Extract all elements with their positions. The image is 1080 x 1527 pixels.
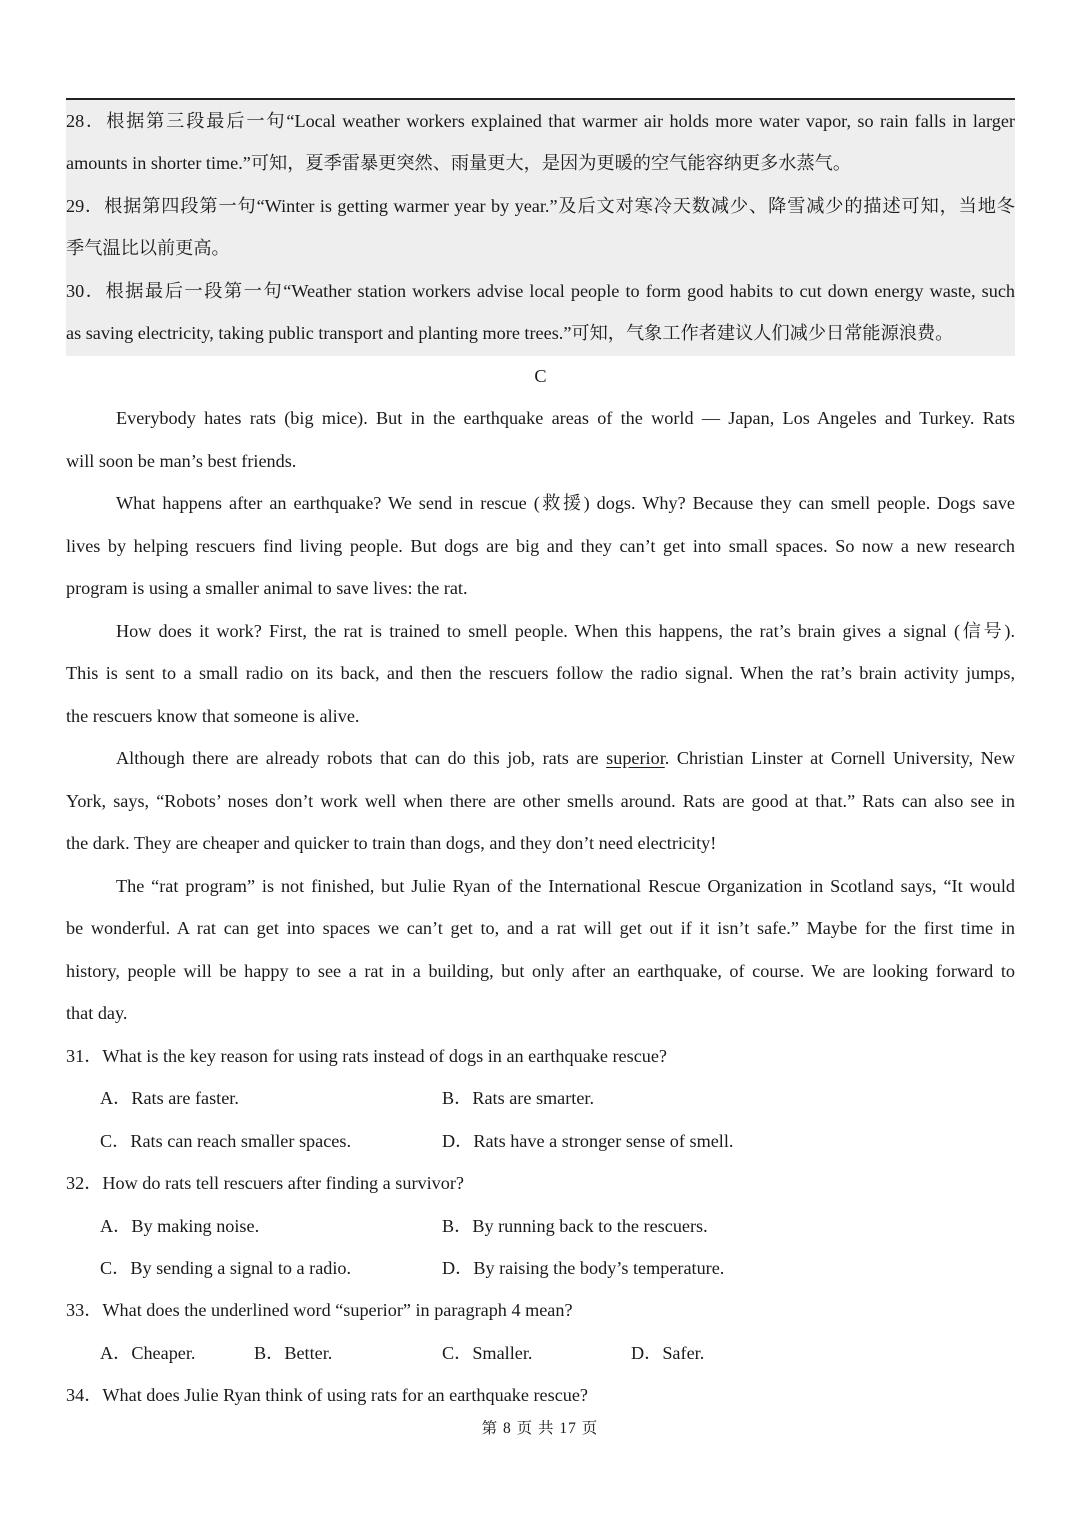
question-option: D．Safer. — [631, 1343, 705, 1363]
passage-line: How does it work? First, the rat is trained to smell people. When this happens, the rat’s brain gives a signal (信号). — [116, 621, 1015, 641]
question-option: C．Rats can reach smaller spaces. — [100, 1131, 351, 1151]
passage-text: . Christian Linster at Cornell University, New — [664, 748, 1016, 768]
passage-line: What happens after an earthquake? We send in rescue (救援) dogs. Why? Because they can smell people. Dogs save — [116, 493, 1015, 513]
explanation-line: 30．根据最后一段第一句“Weather station workers advise local people to form good habits to cut down energy waste, such — [66, 281, 1015, 301]
passage-line: program is using a smaller animal to save lives: the rat. — [66, 578, 468, 598]
question-option: A．Cheaper. — [100, 1343, 196, 1363]
question-option: D．By raising the body’s temperature. — [442, 1258, 725, 1278]
passage-text: Although there are already robots that can do this job, rats are — [116, 748, 607, 768]
explanation-line: 28．根据第三段最后一句“Local weather workers explained that warmer air holds more water vapor, so rain falls in larger — [66, 111, 1015, 131]
passage-line — [116, 746, 1015, 770]
passage-line: lives by helping rescuers find living people. But dogs are big and they can’t get into small spaces. So now a new research — [66, 536, 1015, 556]
question-stem: 31．What is the key reason for using rats instead of dogs in an earthquake rescue? — [66, 1046, 668, 1066]
passage-line: will soon be man’s best friends. — [66, 451, 297, 471]
explanation-line: amounts in shorter time.”可知，夏季雷暴更突然、雨量更大，是因为更暖的空气能容纳更多水蒸气。 — [66, 153, 852, 173]
explanation-line: as saving electricity, taking public transport and planting more trees.”可知，气象工作者建议人们减少日常能源浪费。 — [66, 323, 954, 343]
question-option: A．Rats are faster. — [100, 1088, 239, 1108]
passage-line: history, people will be happy to see a rat in a building, but only after an earthquake, of course. We are looking forward to — [66, 961, 1015, 981]
section-label: C — [534, 366, 547, 386]
underlined-word: superior — [606, 748, 665, 768]
passage-line: Everybody hates rats (big mice). But in the earthquake areas of the world — Japan, Los Angeles and Turkey. Rats — [116, 408, 1015, 428]
question-option: B．Better. — [254, 1343, 333, 1363]
explanation-block — [66, 100, 1015, 356]
passage-line: York, says, “Robots’ noses don’t work well when there are other smells around. Rats are good at that.” Rats can also see in — [66, 791, 1015, 811]
explanation-line: 季气温比以前更高。 — [66, 238, 230, 258]
question-stem: 32．How do rats tell rescuers after finding a survivor? — [66, 1173, 464, 1193]
passage-line: The “rat program” is not finished, but Julie Ryan of the International Rescue Organization in Scotland says, “It would — [116, 876, 1015, 896]
passage-line: the dark. They are cheaper and quicker to train than dogs, and they don’t need electricity! — [66, 833, 717, 853]
passage-line: that day. — [66, 1003, 128, 1023]
passage-line: the rescuers know that someone is alive. — [66, 706, 360, 726]
question-option: B．By running back to the rescuers. — [442, 1216, 708, 1236]
passage-line: This is sent to a small radio on its back, and then the rescuers follow the radio signal. When the rat’s brain activity jumps, — [66, 663, 1015, 683]
question-option: C．Smaller. — [442, 1343, 533, 1363]
question-stem: 33．What does the underlined word “superior” in paragraph 4 mean? — [66, 1300, 573, 1320]
question-option: C．By sending a signal to a radio. — [100, 1258, 352, 1278]
question-option: A．By making noise. — [100, 1216, 260, 1236]
question-option: B．Rats are smarter. — [442, 1088, 595, 1108]
question-option: D．Rats have a stronger sense of smell. — [442, 1131, 734, 1151]
question-stem: 34．What does Julie Ryan think of using rats for an earthquake rescue? — [66, 1385, 589, 1405]
explanation-line: 29．根据第四段第一句“Winter is getting warmer year by year.”及后文对寒冷天数减少、降雪减少的描述可知，当地冬 — [66, 196, 1015, 216]
passage-line: be wonderful. A rat can get into spaces we can’t get to, and a rat will get out if it isn’t safe.” Maybe for the first time in — [66, 918, 1015, 938]
page-footer: 第 8 页 共 17 页 — [481, 1420, 599, 1437]
